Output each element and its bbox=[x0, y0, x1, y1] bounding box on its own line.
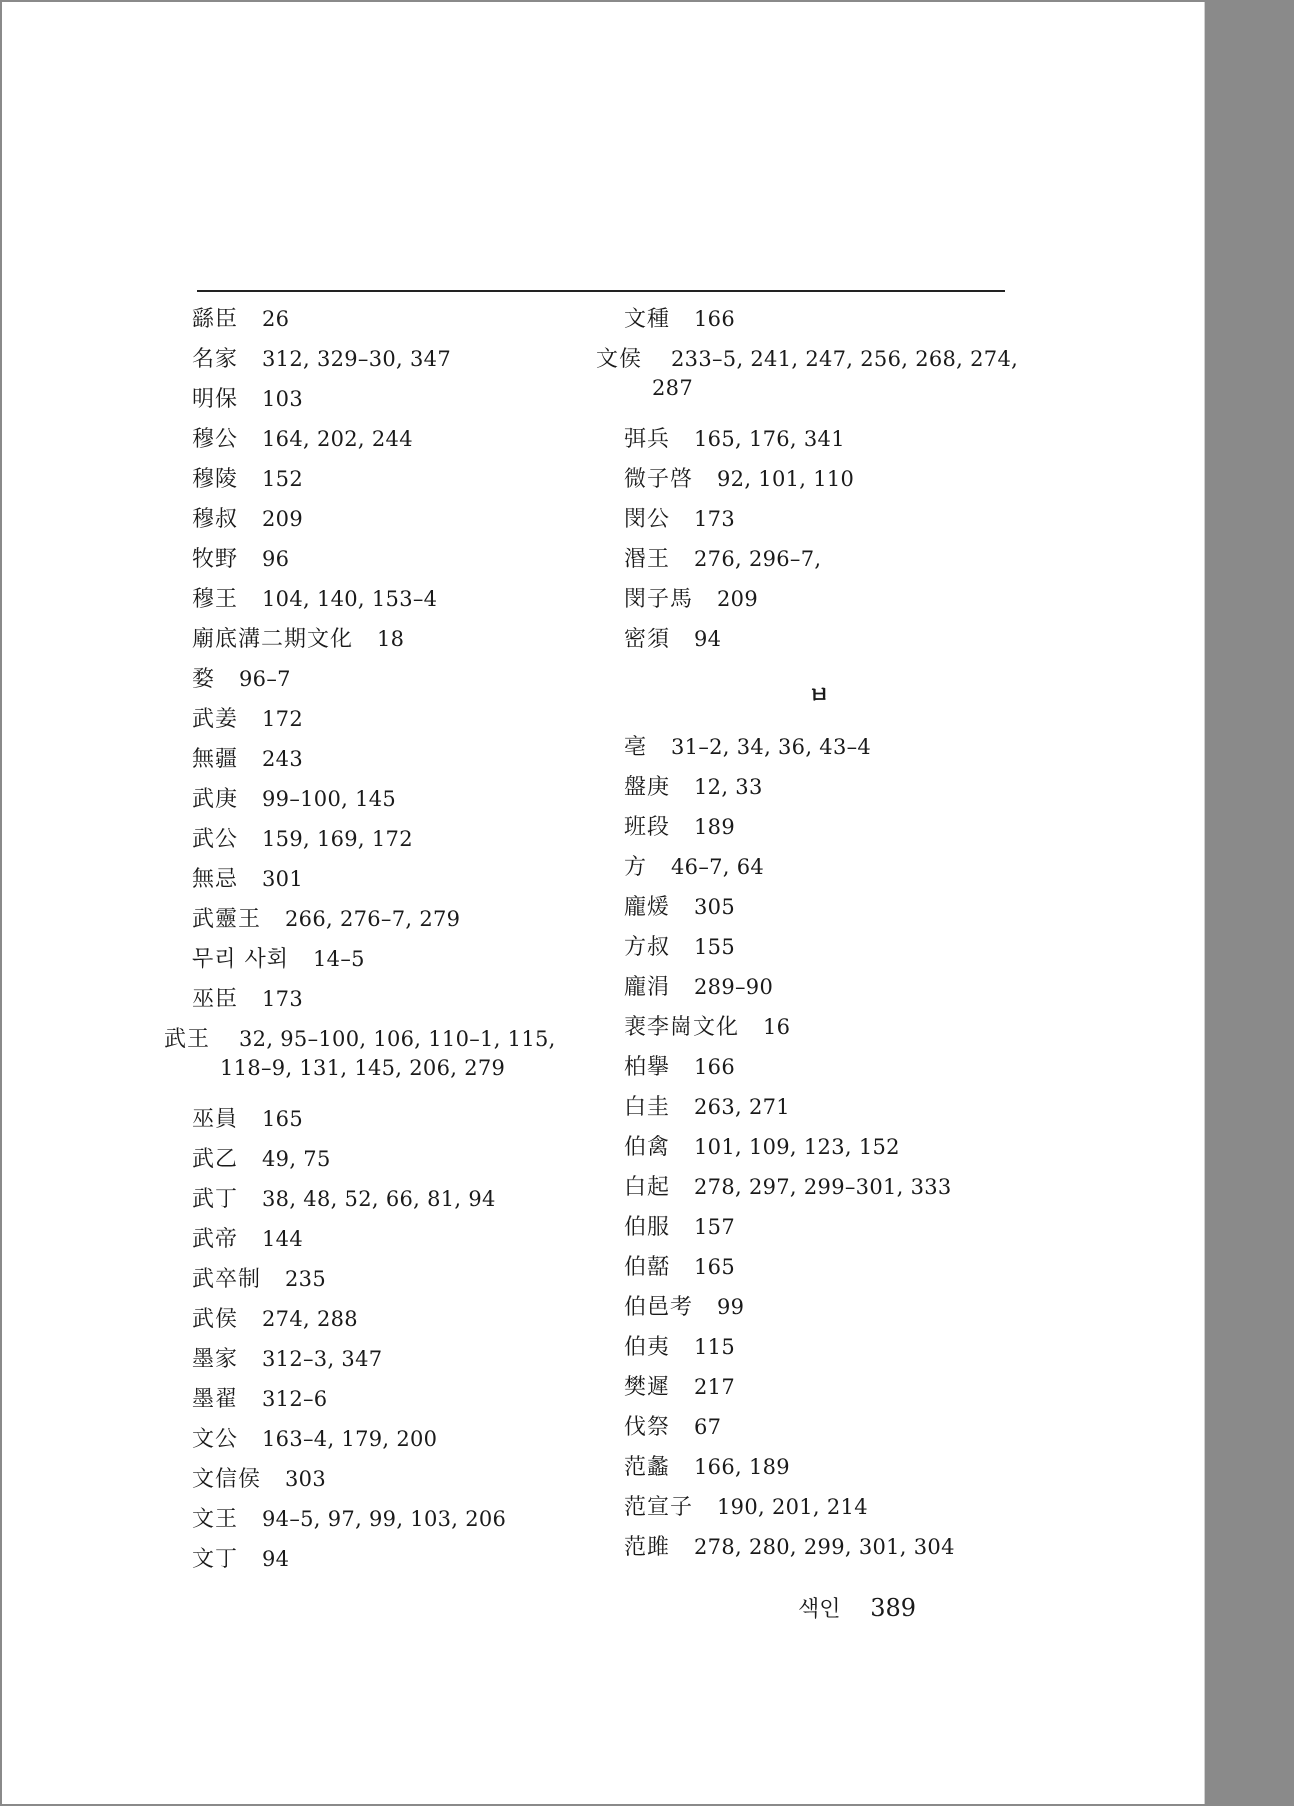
index-entry bbox=[624, 1013, 1034, 1053]
index-pages: 209 bbox=[262, 507, 303, 531]
index-entry bbox=[192, 1265, 612, 1305]
index-pages: 233–5, 241, 247, 256, 268, 274, 287 bbox=[652, 347, 1019, 400]
index-term: 龐煖 bbox=[624, 895, 671, 920]
index-entry bbox=[192, 425, 612, 465]
index-pages: 303 bbox=[285, 1467, 326, 1491]
index-pages: 12, 33 bbox=[694, 775, 763, 799]
index-term: 文侯 bbox=[596, 347, 643, 372]
index-pages: 278, 280, 299, 301, 304 bbox=[694, 1535, 955, 1559]
index-entry bbox=[192, 745, 612, 785]
index-pages: 190, 201, 214 bbox=[717, 1495, 868, 1519]
index-entry bbox=[624, 1213, 1034, 1253]
index-term: 范雎 bbox=[624, 1535, 671, 1560]
index-entry bbox=[192, 825, 612, 865]
index-term: 微子啓 bbox=[624, 467, 694, 492]
page-footer bbox=[798, 1592, 916, 1623]
index-pages: 274, 288 bbox=[262, 1307, 358, 1331]
index-term: 武帝 bbox=[192, 1227, 239, 1252]
index-pages: 67 bbox=[694, 1415, 722, 1439]
index-term: 墨翟 bbox=[192, 1387, 239, 1412]
index-term: 龐涓 bbox=[624, 975, 671, 1000]
index-term: 盤庚 bbox=[624, 775, 671, 800]
index-pages: 301 bbox=[262, 867, 303, 891]
index-entry bbox=[192, 1385, 612, 1425]
index-entry bbox=[192, 705, 612, 745]
index-page bbox=[2, 2, 1205, 1804]
index-entry bbox=[624, 813, 1034, 853]
index-pages: 101, 109, 123, 152 bbox=[694, 1135, 900, 1159]
index-entry bbox=[192, 585, 612, 625]
index-entry bbox=[624, 773, 1034, 813]
index-term: 伯夷 bbox=[624, 1335, 671, 1360]
index-term: 閔公 bbox=[624, 507, 671, 532]
index-entry bbox=[624, 1533, 1034, 1573]
index-entry bbox=[192, 665, 612, 705]
index-pages: 165 bbox=[694, 1255, 735, 1279]
index-entry bbox=[596, 345, 1034, 425]
index-term: 婺 bbox=[192, 667, 216, 692]
index-entry bbox=[192, 1105, 612, 1145]
index-term: 班段 bbox=[624, 815, 671, 840]
index-pages: 166, 189 bbox=[694, 1455, 790, 1479]
index-pages: 173 bbox=[694, 507, 735, 531]
index-entry bbox=[192, 905, 612, 945]
index-entry bbox=[624, 933, 1034, 973]
index-entry bbox=[624, 1133, 1034, 1173]
index-term: 繇臣 bbox=[192, 307, 239, 332]
index-term: 白起 bbox=[624, 1175, 671, 1200]
index-term: 武王 bbox=[164, 1027, 211, 1052]
index-term: 伯服 bbox=[624, 1215, 671, 1240]
index-pages: 243 bbox=[262, 747, 303, 771]
index-pages: 165 bbox=[262, 1107, 303, 1131]
index-pages: 276, 296–7, bbox=[694, 547, 822, 571]
index-entry bbox=[624, 465, 1034, 505]
index-entry bbox=[192, 1465, 612, 1505]
index-entry bbox=[624, 585, 1034, 625]
index-column-left bbox=[164, 305, 612, 1585]
index-pages: 152 bbox=[262, 467, 303, 491]
index-entry bbox=[192, 505, 612, 545]
index-entry bbox=[624, 1373, 1034, 1413]
index-pages: 14–5 bbox=[313, 947, 365, 971]
index-entry bbox=[164, 1025, 612, 1105]
index-term: 文種 bbox=[624, 307, 671, 332]
index-entry bbox=[192, 1505, 612, 1545]
index-pages: 155 bbox=[694, 935, 735, 959]
index-entry bbox=[192, 1305, 612, 1345]
index-pages: 46–7, 64 bbox=[671, 855, 765, 879]
index-entry bbox=[624, 1293, 1034, 1333]
index-entry bbox=[624, 1093, 1034, 1133]
index-pages: 115 bbox=[694, 1335, 735, 1359]
index-term: 武丁 bbox=[192, 1187, 239, 1212]
index-entry bbox=[624, 893, 1034, 933]
index-term: 文王 bbox=[192, 1507, 239, 1532]
index-term: 閔子馬 bbox=[624, 587, 694, 612]
index-pages: 26 bbox=[262, 307, 290, 331]
index-term: 柏擧 bbox=[624, 1055, 671, 1080]
index-term: 裵李崗文化 bbox=[624, 1015, 740, 1040]
index-entry bbox=[192, 345, 612, 385]
index-term: 名家 bbox=[192, 347, 239, 372]
index-term: 武庚 bbox=[192, 787, 239, 812]
index-term: 무리 사회 bbox=[192, 947, 290, 972]
index-entry bbox=[624, 733, 1034, 773]
index-entry bbox=[192, 385, 612, 425]
index-entry bbox=[624, 425, 1034, 465]
index-pages: 209 bbox=[717, 587, 758, 611]
index-entry bbox=[192, 465, 612, 505]
index-pages: 163–4, 179, 200 bbox=[262, 1427, 438, 1451]
index-pages: 166 bbox=[694, 307, 735, 331]
index-term: 巫臣 bbox=[192, 987, 239, 1012]
index-term: 方 bbox=[624, 855, 648, 880]
index-pages: 94 bbox=[694, 627, 722, 651]
index-entry bbox=[192, 785, 612, 825]
index-pages: 172 bbox=[262, 707, 303, 731]
index-term: 伐祭 bbox=[624, 1415, 671, 1440]
index-pages: 49, 75 bbox=[262, 1147, 331, 1171]
index-pages: 157 bbox=[694, 1215, 735, 1239]
index-pages: 312, 329–30, 347 bbox=[262, 347, 451, 371]
index-entry bbox=[192, 1185, 612, 1225]
index-pages: 217 bbox=[694, 1375, 735, 1399]
index-pages: 18 bbox=[377, 627, 405, 651]
index-pages: 189 bbox=[694, 815, 735, 839]
index-entry bbox=[624, 545, 1034, 585]
index-term: 范蠡 bbox=[624, 1455, 671, 1480]
index-term: 伯邑考 bbox=[624, 1295, 694, 1320]
index-term: 武卒制 bbox=[192, 1267, 262, 1292]
index-entry bbox=[624, 305, 1034, 345]
index-term: 武靈王 bbox=[192, 907, 262, 932]
index-pages: 38, 48, 52, 66, 81, 94 bbox=[262, 1187, 496, 1211]
index-term: 穆陵 bbox=[192, 467, 239, 492]
index-pages: 144 bbox=[262, 1227, 303, 1251]
index-entry bbox=[192, 985, 612, 1025]
index-entry bbox=[624, 1493, 1034, 1533]
index-pages: 31–2, 34, 36, 43–4 bbox=[671, 735, 872, 759]
index-entry bbox=[192, 1145, 612, 1185]
index-entry bbox=[192, 1425, 612, 1465]
index-term: 墨家 bbox=[192, 1347, 239, 1372]
index-term: 武公 bbox=[192, 827, 239, 852]
index-term: 伯嚭 bbox=[624, 1255, 671, 1280]
index-entry bbox=[192, 545, 612, 585]
index-pages: 166 bbox=[694, 1055, 735, 1079]
index-term: 文信侯 bbox=[192, 1467, 262, 1492]
index-pages: 99–100, 145 bbox=[262, 787, 397, 811]
index-term: 廟底溝二期文化 bbox=[192, 627, 354, 652]
index-term: 明保 bbox=[192, 387, 239, 412]
index-pages: 94 bbox=[262, 1547, 290, 1571]
index-entry bbox=[624, 1053, 1034, 1093]
index-term: 牧野 bbox=[192, 547, 239, 572]
index-pages: 235 bbox=[285, 1267, 326, 1291]
index-term: 伯禽 bbox=[624, 1135, 671, 1160]
index-pages: 305 bbox=[694, 895, 735, 919]
index-pages: 266, 276–7, 279 bbox=[285, 907, 461, 931]
index-term: 方叔 bbox=[624, 935, 671, 960]
index-term: 穆王 bbox=[192, 587, 239, 612]
index-entry bbox=[192, 625, 612, 665]
index-term: 密須 bbox=[624, 627, 671, 652]
index-entry bbox=[192, 865, 612, 905]
section-heading bbox=[624, 665, 1034, 733]
index-pages: 278, 297, 299–301, 333 bbox=[694, 1175, 952, 1199]
index-term: 文公 bbox=[192, 1427, 239, 1452]
index-entry bbox=[624, 1413, 1034, 1453]
index-pages: 103 bbox=[262, 387, 303, 411]
index-entry bbox=[624, 1333, 1034, 1373]
footer-label: 색인 bbox=[798, 1597, 841, 1622]
index-pages: 16 bbox=[763, 1015, 791, 1039]
index-pages: 289–90 bbox=[694, 975, 774, 999]
index-entry bbox=[624, 973, 1034, 1013]
index-term: 穆公 bbox=[192, 427, 239, 452]
page-number: 389 bbox=[870, 1594, 916, 1622]
index-entry bbox=[192, 945, 612, 985]
index-term: 武乙 bbox=[192, 1147, 239, 1172]
index-entry bbox=[192, 1345, 612, 1385]
index-pages: 96 bbox=[262, 547, 290, 571]
index-entry bbox=[192, 305, 612, 345]
index-term: 無疆 bbox=[192, 747, 239, 772]
index-entry bbox=[624, 1453, 1034, 1493]
index-entry bbox=[624, 505, 1034, 545]
index-term: 亳 bbox=[624, 735, 648, 760]
index-pages: 159, 169, 172 bbox=[262, 827, 413, 851]
index-pages: 96–7 bbox=[239, 667, 291, 691]
index-pages: 94–5, 97, 99, 103, 206 bbox=[262, 1507, 507, 1531]
index-pages: 104, 140, 153–4 bbox=[262, 587, 438, 611]
index-term: 巫員 bbox=[192, 1107, 239, 1132]
section-heading-text: ㅂ bbox=[808, 683, 830, 709]
index-entry bbox=[624, 625, 1034, 665]
index-term: 武侯 bbox=[192, 1307, 239, 1332]
index-pages: 312–3, 347 bbox=[262, 1347, 383, 1371]
index-entry bbox=[624, 853, 1034, 893]
index-pages: 92, 101, 110 bbox=[717, 467, 855, 491]
index-pages: 312–6 bbox=[262, 1387, 328, 1411]
index-term: 白圭 bbox=[624, 1095, 671, 1120]
header-rule bbox=[197, 290, 1005, 292]
index-pages: 165, 176, 341 bbox=[694, 427, 845, 451]
index-term: 范宣子 bbox=[624, 1495, 694, 1520]
index-term: 無忌 bbox=[192, 867, 239, 892]
index-term: 樊遲 bbox=[624, 1375, 671, 1400]
index-entry bbox=[192, 1545, 612, 1585]
index-entry bbox=[192, 1225, 612, 1265]
index-term: 武姜 bbox=[192, 707, 239, 732]
index-entry bbox=[624, 1173, 1034, 1213]
index-term: 穆叔 bbox=[192, 507, 239, 532]
index-pages: 164, 202, 244 bbox=[262, 427, 413, 451]
index-term: 湣王 bbox=[624, 547, 671, 572]
index-term: 文丁 bbox=[192, 1547, 239, 1572]
index-column-right bbox=[596, 305, 1034, 1573]
index-term: 弭兵 bbox=[624, 427, 671, 452]
index-pages: 99 bbox=[717, 1295, 745, 1319]
index-pages: 173 bbox=[262, 987, 303, 1011]
index-entry bbox=[624, 1253, 1034, 1293]
index-pages: 32, 95–100, 106, 110–1, 115, 118–9, 131, 145, 206, 279 bbox=[220, 1027, 556, 1080]
index-pages: 263, 271 bbox=[694, 1095, 790, 1119]
